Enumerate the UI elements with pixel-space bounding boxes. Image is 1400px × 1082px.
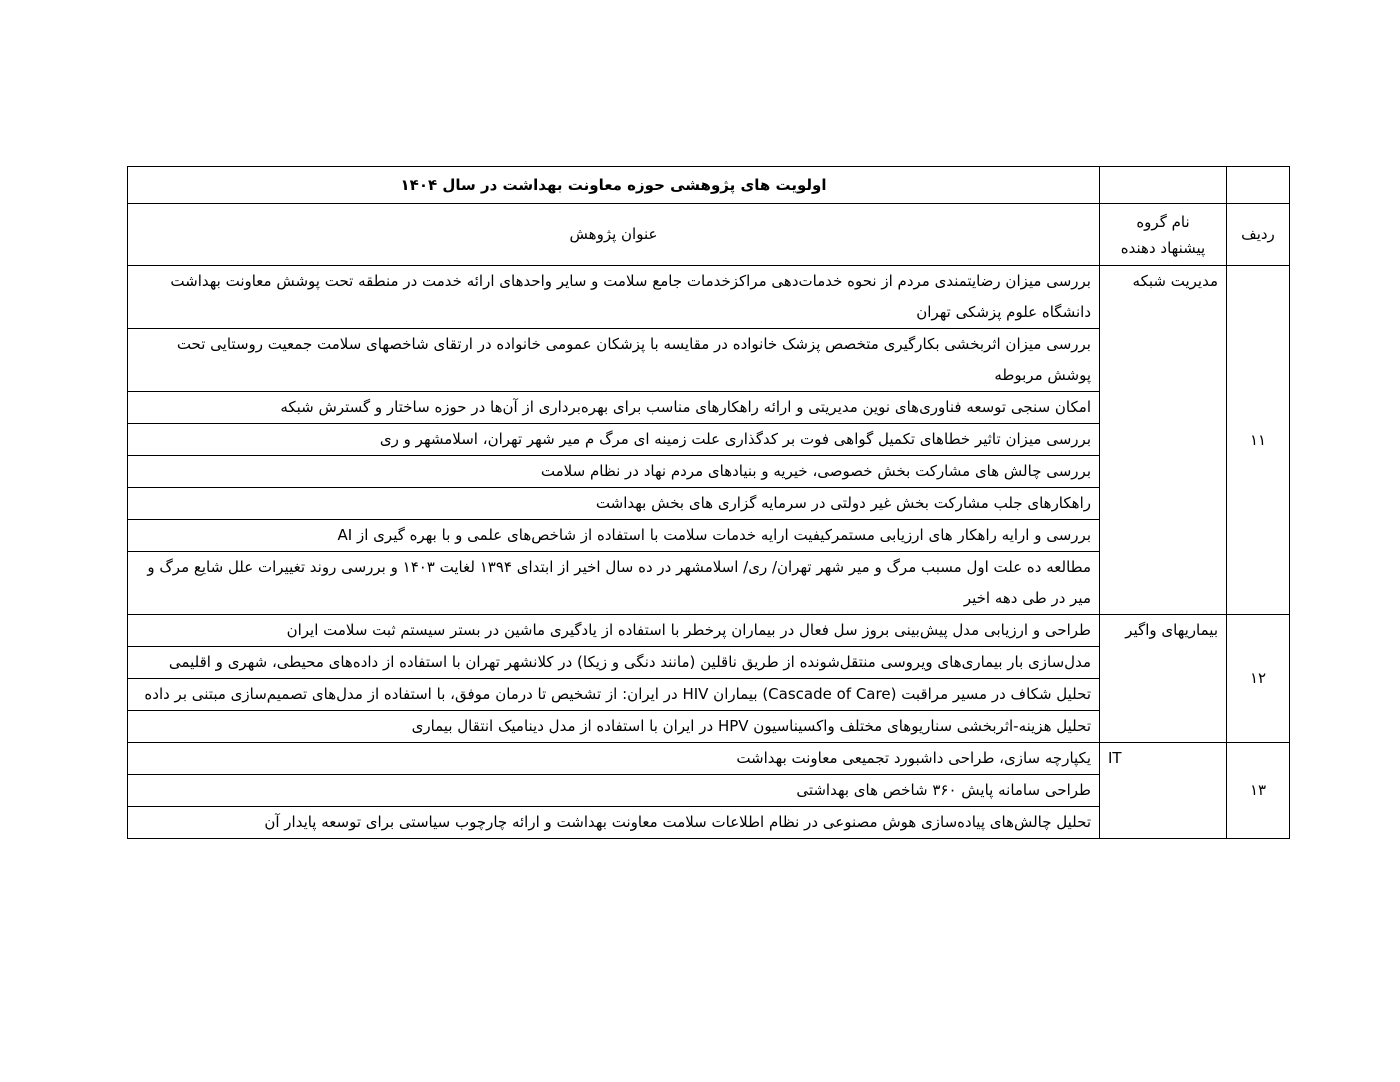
row-number-cell: ۱۳ [1227,743,1290,839]
group-name-cell: مدیریت شبکه [1100,266,1227,615]
row-number-cell: ۱۱ [1227,266,1290,615]
group-name-cell: IT [1100,743,1227,839]
column-header-group-line2: پیشنهاد دهنده [1120,238,1206,257]
column-header-row [128,204,1290,266]
table-row [128,743,1290,775]
row-header-blank-cell [1227,167,1290,204]
research-topic-cell: طراحی سامانه پایش ۳۶۰ شاخص های بهداشتی [128,775,1100,807]
research-topic-cell: امکان سنجی توسعه فناوری‌های نوین مدیریتی و ارائه راهکارهای مناسب برای بهره‌برداری از آن‌ها در حوزه ساختار و گسترش شبکه [128,392,1100,424]
column-header-group-line1: نام گروه [1136,212,1190,231]
research-topic-cell: تحلیل چالش‌های پیاده‌سازی هوش مصنوعی در نظام اطلاعات سلامت معاونت بهداشت و ارائه چارچوب سیاستی برای توسعه پایدار آن [128,807,1100,839]
research-topic-cell: بررسی چالش های مشارکت بخش خصوصی، خیریه و بنیادهای مردم نهاد در نظام سلامت [128,456,1100,488]
table-title-row [128,167,1290,204]
research-topic-cell: بررسی میزان رضایتمندی مردم از نحوه خدمات‌دهی مراکزخدمات جامع سلامت و سایر واحدهای ارائه خدمت در منطقه تحت پوشش معاونت بهداشت دانشگاه علوم پزشکی تهران [128,266,1100,329]
group-header-blank-cell [1100,167,1227,204]
research-topic-cell: مدل‌سازی بار بیماری‌های ویروسی منتقل‌شونده از طریق ناقلین (مانند دنگی و زیکا) در کلانشهر تهران با استفاده از داده‌های محیطی، شهری و اقلیمی [128,647,1100,679]
research-topic-cell: تحلیل هزینه-اثربخشی سناریوهای مختلف واکسیناسیون HPV در ایران با استفاده از مدل دینامیک انتقال بیماری [128,711,1100,743]
column-header-row-number: ردیف [1227,204,1290,266]
research-topic-cell: راهکارهای جلب مشارکت بخش غیر دولتی در سرمایه گزاری های بخش بهداشت [128,488,1100,520]
research-topic-cell: بررسی میزان اثربخشی بکارگیری متخصص پزشک خانواده در مقایسه با پزشکان عمومی خانواده در ارتقای شاخصهای سلامت جمعیت روستایی تحت پوشش مربوطه [128,329,1100,392]
research-topic-cell: طراحی و ارزیابی مدل پیش‌بینی بروز سل فعال در بیماران پرخطر با استفاده از یادگیری ماشین در بستر سیستم ثبت سلامت ایران [128,615,1100,647]
table-row [128,266,1290,329]
table-row [128,615,1290,647]
page-title: اولویت های پژوهشی حوزه معاونت بهداشت در سال ۱۴۰۴ [128,167,1100,204]
column-header-group [1100,204,1227,266]
research-topic-cell: مطالعه ده علت اول مسبب مرگ و میر شهر تهران/ ری/ اسلامشهر در ده سال اخیر از ابتدای ۱۳۹۴ لغایت ۱۴۰۳ و بررسی روند تغییرات علل شایع مرگ و میر در طی دهه اخیر [128,552,1100,615]
group-name-cell: بیماریهای واگیر [1100,615,1227,743]
research-priorities-table [127,166,1290,839]
research-topic-cell: تحلیل شکاف در مسیر مراقبت (Cascade of Care) بیماران HIV در ایران: از تشخیص تا درمان موفق، با استفاده از مدل‌های تصمیم‌سازی مبتنی بر داده [128,679,1100,711]
document-page [127,166,1289,839]
column-header-research-title: عنوان پژوهش [128,204,1100,266]
research-topic-cell: یکپارچه سازی، طراحی داشبورد تجمیعی معاونت بهداشت [128,743,1100,775]
research-topic-cell: بررسی میزان تاثیر خطاهای تکمیل گواهی فوت بر کدگذاری علت زمینه ای مرگ م میر شهر تهران، اسلامشهر و ری [128,424,1100,456]
research-topic-cell: بررسی و ارایه راهکار های ارزیابی مستمرکیفیت ارایه خدمات سلامت با استفاده از شاخص‌های علمی و با بهره گیری از AI [128,520,1100,552]
row-number-cell: ۱۲ [1227,615,1290,743]
